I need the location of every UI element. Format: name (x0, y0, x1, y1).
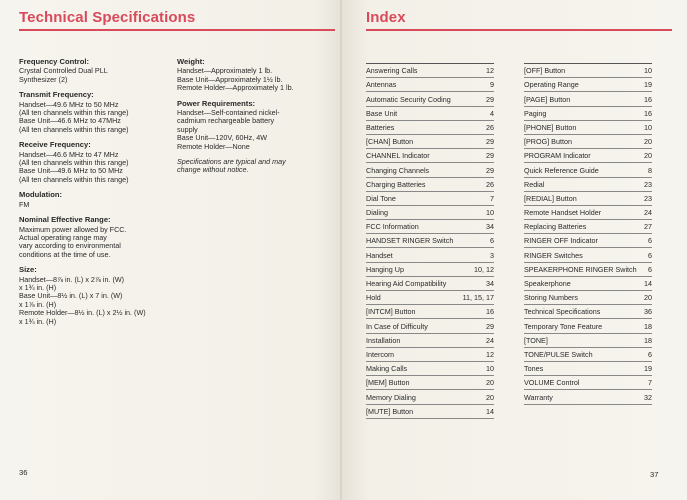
index-term: PROGRAM Indicator (524, 151, 591, 161)
index-page-ref: 23 (644, 193, 652, 203)
spec-section-title: Weight: (177, 57, 205, 66)
index-entry (524, 149, 652, 163)
index-entry (366, 334, 494, 348)
spec-line: (All ten channels within this range) (19, 158, 129, 168)
spec-section (19, 191, 169, 209)
index-term: Tones (524, 364, 544, 374)
index-page-ref: 10 (486, 364, 494, 374)
spec-line: Synthesizer (2) (19, 74, 68, 84)
spec-section-title: Nominal Effective Range: (19, 215, 111, 225)
index-entry (366, 192, 494, 206)
index-page-ref: 26 (486, 179, 494, 189)
left-page (0, 0, 342, 500)
index-page-ref: 32 (644, 392, 652, 402)
index-entry (524, 234, 652, 248)
spec-line: Base Unit—8½ in. (L) x 7 in. (W) (19, 291, 123, 301)
spec-section (177, 58, 332, 93)
index-page-ref: 10, 12 (474, 264, 494, 274)
index-entry (524, 248, 652, 262)
index-term: Speakerphone (524, 279, 571, 288)
index-entry (366, 135, 494, 149)
index-page-ref: 8 (648, 165, 652, 175)
index-page-ref: 20 (644, 151, 652, 161)
index-term: Memory Dialing (366, 392, 416, 402)
index-term: Charging Batteries (366, 179, 426, 189)
index-page-ref: 6 (648, 349, 652, 359)
index-term: Storing Numbers (524, 293, 578, 303)
spec-section-title: Size: (19, 265, 37, 275)
spec-line: FM (19, 199, 30, 209)
specifications-note (177, 158, 332, 175)
index-entry (366, 362, 494, 376)
index-term: Hanging Up (366, 264, 404, 274)
spec-section (19, 266, 169, 326)
spec-line: (All ten channels within this range) (19, 174, 129, 184)
index-page-ref: 19 (644, 80, 652, 90)
index-entry (366, 305, 494, 319)
spec-line: Remote Holder—8½ in. (L) x 2½ in. (W) (19, 308, 146, 318)
index-page-ref: 27 (644, 222, 652, 232)
index-term: [MEM] Button (366, 378, 410, 388)
index-title-rule (366, 29, 672, 31)
spec-line: x 1¾ in. (H) (19, 316, 57, 326)
index-page-ref: 16 (486, 307, 494, 317)
index-page-ref: 29 (486, 321, 494, 331)
index-entry (366, 206, 494, 220)
index-column-1 (366, 63, 494, 419)
index-entry (524, 376, 652, 390)
spec-line: cadmium rechargeable battery (177, 116, 275, 126)
index-page-ref: 20 (644, 293, 652, 303)
index-term: TONE/PULSE Switch (524, 349, 593, 359)
spec-line: Handset—Self-contained nickel- (177, 108, 280, 118)
index-page-ref: 12 (486, 349, 494, 359)
spec-line: supply (177, 124, 198, 134)
spec-line: Handset—Approximately 1 lb. (177, 66, 273, 76)
index-term: Dialing (366, 208, 388, 218)
index-entry (366, 64, 494, 78)
index-page-ref: 24 (486, 335, 494, 345)
index-term: RINGER Switches (524, 250, 583, 260)
index-page-ref: 10 (644, 122, 652, 132)
index-page-ref: 16 (644, 108, 652, 118)
index-page-ref: 12 (486, 66, 494, 76)
spec-section-title: Frequency Control: (19, 57, 90, 66)
index-page-ref: 20 (644, 137, 652, 147)
spec-line: Handset—49.6 MHz to 50 MHz (19, 99, 119, 109)
index-term: Hearing Aid Compatibility (366, 279, 447, 288)
index-entry (366, 263, 494, 277)
index-term: FCC Information (366, 222, 419, 232)
spec-section-title: Receive Frequency: (19, 140, 91, 150)
index-page-ref: 14 (644, 279, 652, 288)
index-term: [TONE] (524, 335, 548, 345)
index-term: Technical Specifications (524, 307, 601, 317)
spec-line: Crystal Controlled Dual PLL (19, 66, 108, 76)
index-entry (366, 348, 494, 362)
index-column-2 (524, 63, 652, 405)
index-entry (366, 291, 494, 305)
spec-note-line: change without notice. (177, 165, 249, 175)
spec-line: Base Unit—Approximately 1½ lb. (177, 74, 283, 84)
index-term: SPEAKERPHONE RINGER Switch (524, 264, 637, 274)
index-term: VOLUME Control (524, 378, 580, 388)
index-page-ref: 34 (486, 222, 494, 232)
index-page-ref: 9 (490, 80, 494, 90)
spec-line: Base Unit—49.6 MHz to 50 MHz (19, 166, 123, 176)
spec-line: Base Unit—120V, 60Hz, 4W (177, 133, 268, 143)
spec-line: (All ten channels within this range) (19, 108, 129, 118)
index-entry (366, 92, 494, 106)
index-term: HANDSET RINGER Switch (366, 236, 454, 246)
index-term: Automatic Security Coding (366, 94, 451, 104)
index-page-ref: 7 (648, 378, 652, 388)
page-number-right: 37 (650, 470, 659, 479)
index-page-ref: 29 (486, 165, 494, 175)
index-term: RINGER OFF Indicator (524, 236, 598, 246)
index-page-ref: 6 (648, 250, 652, 260)
index-entry (524, 220, 652, 234)
spec-section (177, 100, 332, 151)
index-entry (524, 92, 652, 106)
index-term: Operating Range (524, 80, 579, 90)
index-entry (524, 305, 652, 319)
index-term: Redial (524, 179, 545, 189)
spec-line: x 1⅞ in. (H) (19, 299, 57, 309)
index-page-ref: 11, 15, 17 (462, 293, 494, 303)
index-term: [PAGE] Button (524, 94, 571, 104)
index-term: Antennas (366, 80, 397, 90)
index-page-ref: 4 (490, 108, 494, 118)
index-term: [OFF] Button (524, 66, 566, 76)
index-term: Answering Calls (366, 66, 418, 76)
spec-section (19, 141, 169, 184)
index-entry (524, 277, 652, 291)
index-page-ref: 29 (486, 137, 494, 147)
page-title-index: Index (366, 9, 406, 26)
spec-line: conditions at the time of use. (19, 249, 111, 259)
index-term: Batteries (366, 122, 395, 132)
index-entry (524, 362, 652, 376)
spec-column-2 (177, 58, 332, 175)
index-term: [CHAN] Button (366, 137, 414, 147)
index-term: Changing Channels (366, 165, 430, 175)
spec-line: x 1¾ in. (H) (19, 282, 57, 292)
index-entry (524, 64, 652, 78)
index-page-ref: 10 (644, 66, 652, 76)
index-entry (524, 192, 652, 206)
index-page-ref: 20 (486, 392, 494, 402)
index-page-ref: 7 (490, 193, 494, 203)
index-page-ref: 29 (486, 94, 494, 104)
index-term: Paging (524, 108, 547, 118)
index-term: [INTCM] Button (366, 307, 416, 317)
index-page-ref: 23 (644, 179, 652, 189)
index-term: [PHONE] Button (524, 122, 577, 132)
index-page-ref: 34 (486, 279, 494, 288)
index-page-ref: 20 (486, 378, 494, 388)
index-entry (524, 178, 652, 192)
index-entry (524, 121, 652, 135)
spec-line: (All ten channels within this range) (19, 124, 129, 134)
index-term: Hold (366, 293, 381, 303)
right-page (342, 0, 687, 500)
index-entry (524, 135, 652, 149)
index-entry (366, 319, 494, 333)
spec-section-title: Power Requirements: (177, 98, 256, 108)
index-entry (366, 163, 494, 177)
page-title-technical-specifications: Technical Specifications (19, 9, 196, 26)
index-term: Handset (366, 250, 393, 260)
index-entry (366, 149, 494, 163)
index-term: [REDIAL] Button (524, 193, 577, 203)
index-page-ref: 6 (490, 236, 494, 246)
index-term: In Case of Difficulty (366, 321, 428, 331)
spec-section-title: Transmit Frequency: (19, 90, 94, 100)
index-entry (524, 78, 652, 92)
index-entry (366, 121, 494, 135)
index-page-ref: 10 (486, 208, 494, 218)
index-term: CHANNEL Indicator (366, 151, 430, 161)
index-term: Temporary Tone Feature (524, 321, 603, 331)
index-page-ref: 14 (486, 406, 494, 416)
spec-section (19, 91, 169, 134)
index-entry (366, 78, 494, 92)
index-entry (524, 291, 652, 305)
index-term: Intercom (366, 349, 394, 359)
index-page-ref: 24 (644, 208, 652, 218)
index-page-ref: 3 (490, 250, 494, 260)
spec-section (19, 216, 169, 259)
index-entry (524, 390, 652, 404)
index-page-ref: 19 (644, 364, 652, 374)
spec-note-line: Specifications are typical and may (177, 157, 286, 167)
index-page-ref: 36 (644, 307, 652, 317)
spec-section (19, 58, 169, 84)
spec-column-1 (19, 58, 169, 333)
index-entry (366, 220, 494, 234)
index-entry (524, 163, 652, 177)
index-entry (366, 234, 494, 248)
index-term: Dial Tone (366, 193, 396, 203)
index-entry (524, 334, 652, 348)
index-term: Installation (366, 335, 401, 345)
index-page-ref: 26 (486, 122, 494, 132)
index-term: Making Calls (366, 364, 408, 374)
spec-line: Handset—8⅞ in. (L) x 2⅞ in. (W) (19, 274, 125, 284)
spec-line: Maximum power allowed by FCC. (19, 224, 127, 234)
index-term: Replacing Batteries (524, 222, 587, 232)
index-entry (524, 348, 652, 362)
index-entry (366, 390, 494, 404)
index-term: [PROG] Button (524, 137, 572, 147)
index-entry (366, 107, 494, 121)
index-term: Warranty (524, 392, 553, 402)
index-page-ref: 18 (644, 321, 652, 331)
index-term: Remote Handset Holder (524, 208, 602, 218)
spec-line: vary according to environmental (19, 241, 121, 251)
index-term: [MUTE] Button (366, 406, 414, 416)
spec-line: Base Unit—46.6 MHz to 47MHz (19, 116, 121, 126)
spec-line: Remote Holder—Approximately 1 lb. (177, 83, 294, 93)
index-page-ref: 16 (644, 94, 652, 104)
index-entry (524, 206, 652, 220)
spec-line: Handset—46.6 MHz to 47 MHz (19, 149, 119, 159)
index-page-ref: 6 (648, 264, 652, 274)
spec-line: Actual operating range may (19, 232, 107, 242)
index-entry (524, 263, 652, 277)
index-page-ref: 6 (648, 236, 652, 246)
index-entry (366, 405, 494, 419)
index-entry (366, 248, 494, 262)
index-term: Quick Reference Guide (524, 165, 599, 175)
index-entry (366, 277, 494, 291)
index-page-ref: 18 (644, 335, 652, 345)
spec-section-title: Modulation: (19, 190, 63, 200)
page-number-left: 36 (19, 468, 28, 477)
index-entry (366, 376, 494, 390)
index-term: Base Unit (366, 108, 398, 118)
title-rule (19, 29, 335, 31)
index-entry (366, 178, 494, 192)
index-page-ref: 29 (486, 151, 494, 161)
index-entry (524, 107, 652, 121)
spec-line: Remote Holder—None (177, 141, 250, 151)
index-entry (524, 319, 652, 333)
